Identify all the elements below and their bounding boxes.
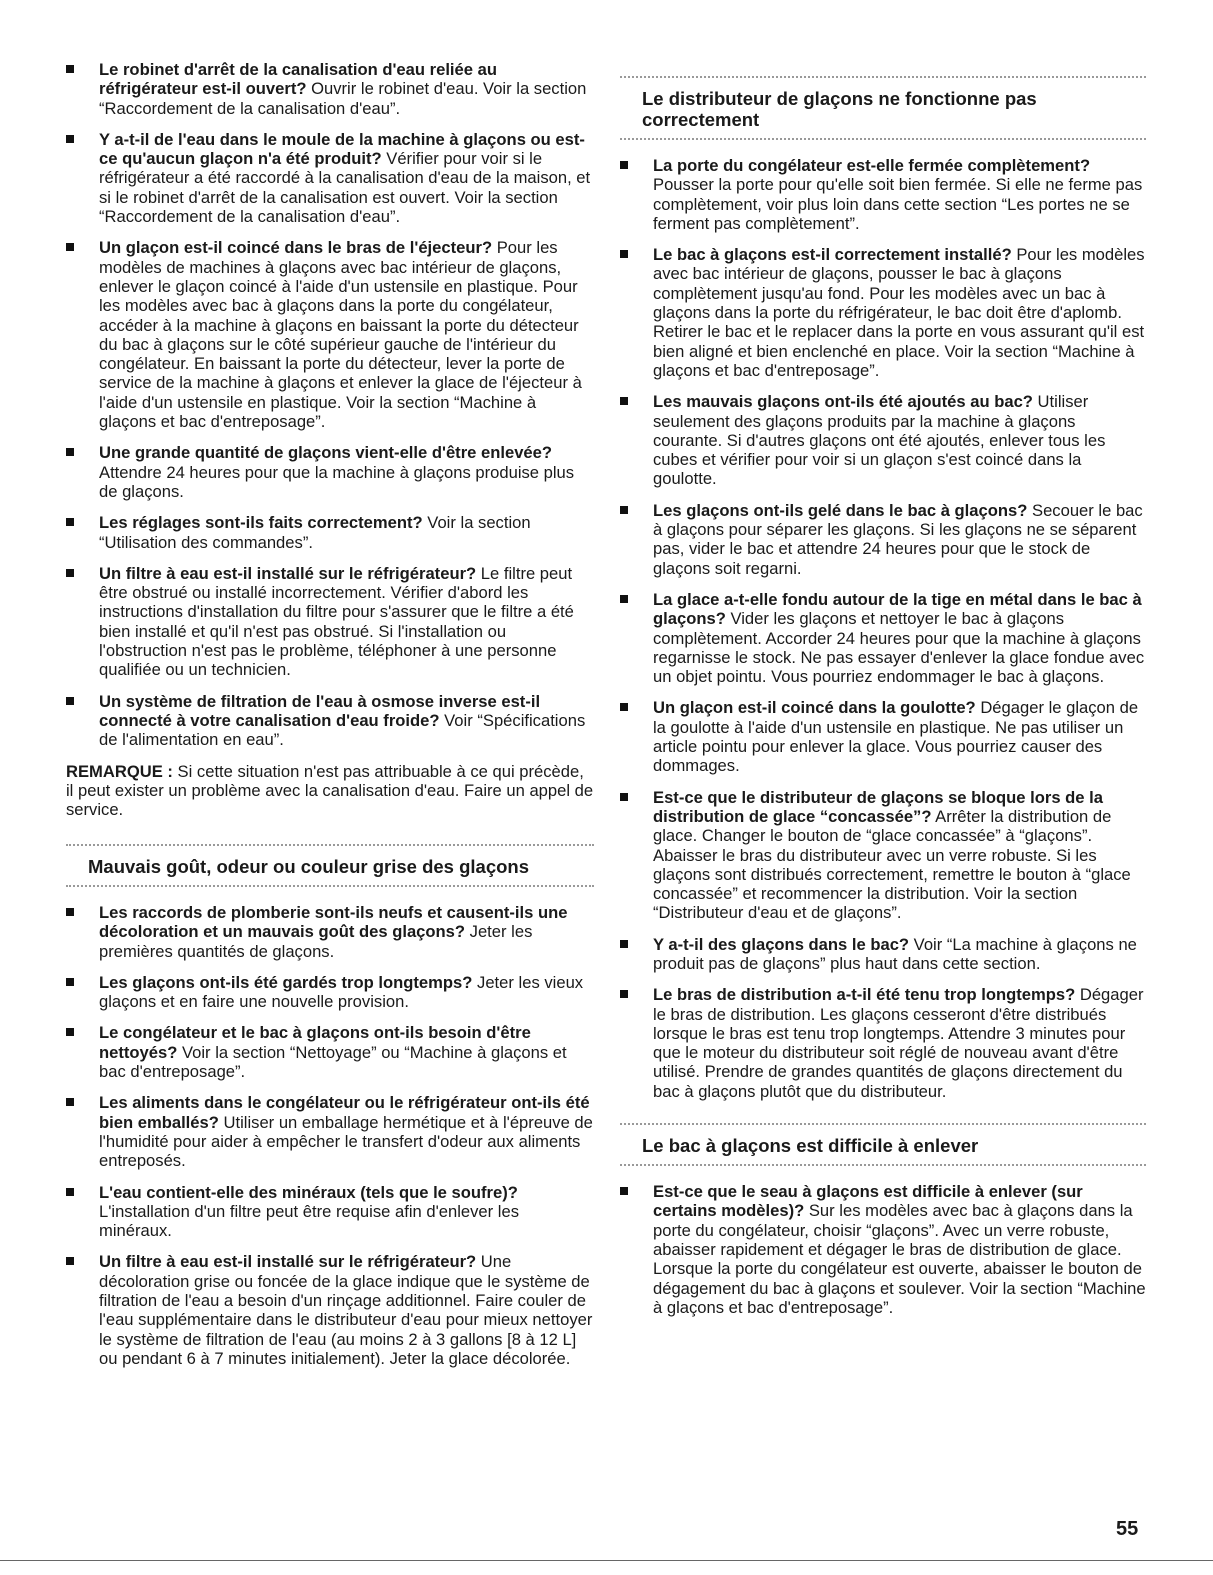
item-question: Le bac à glaçons est-il correctement installé? [653,245,1012,265]
list-item [66,692,594,750]
square-bullet-icon [66,518,74,526]
square-bullet-icon [66,697,74,705]
dotted-rule [620,138,1146,140]
list-item [66,564,594,680]
section-heading-bin [620,1115,1146,1172]
list-item [66,443,594,501]
item-answer: Utiliser seulement des glaçons produits par la machine à glaçons courante. Si d'autres glaçons ont été ajoutés, enlever tous les cubes et vérifier pour voir si un glaçon s'est coincé dans la goulotte. [653,392,1106,489]
item-answer: Vider les glaçons et nettoyer le bac à glaçons complètement. Accorder 24 heures pour que la machine à glaçons regarnisse le stock. Ne pas essayer d'enlever la glace fondue avec un objet pointu. Vous pourriez endommager le bac à glaçons. [653,609,1145,687]
item-question: La glace a-t-elle fondu autour de la tige en métal dans le bac à glaçons? [653,589,1142,629]
square-bullet-icon [620,703,628,711]
item-answer: Voir “Spécifications de l'alimentation en eau”. [99,710,586,750]
item-answer: Le filtre peut être obstrué ou installé incorrectement. Vérifier d'abord les instructions d'installation du filtre pour s'assurer que le filtre a été bien installé et qu'il n'est pas obstrué. Si l'installation ou l'obstruction n'est pas le problème, téléphoner à une personne qualifiée ou un technicien. [99,563,574,680]
item-answer: Dégager le bras de distribution. Les glaçons cesseront d'être distribués lorsque le bras est tenu trop longtemps. Attendre 3 minutes pour que le moteur du distributeur soit réglé de nouveau avant d'être utilisé. Prendre de grandes quantités de glaçons directement du bac à glaçons plutôt que du distributeur. [653,985,1144,1101]
section-heading-dispenser-title: Le distributeur de glaçons ne fonctionne pas correctement [642,88,1037,130]
list-item [66,238,594,431]
square-bullet-icon [620,990,628,998]
item-question: Les mauvais glaçons ont-ils été ajoutés au bac? [653,392,1033,412]
item-answer: Jeter les premières quantités de glaçons. [99,922,533,961]
left-column [66,60,594,1380]
section-heading-taste [66,836,594,893]
item-question: Les glaçons ont-ils gelé dans le bac à glaçons? [653,500,1028,520]
item-question: Un système de filtration de l'eau à osmose inverse est-il connecté à votre canalisation d'eau froide? [99,691,541,730]
square-bullet-icon [620,161,628,169]
item-question: Une grande quantité de glaçons vient-elle d'être enlevée? [99,443,553,463]
item-answer: Une décoloration grise ou foncée de la glace indique que le système de filtration de l'eau a besoin d'un rinçage additionnel. Faire couler de l'eau supplémentaire dans le distributeur d'eau pour mieux nettoyer le système de filtration de l'eau (au moins 2 à 3 gallons [8 à 12 L] ou pendant 6 à 7 minutes initialement). Jeter la glace décolorée. [99,1252,593,1368]
list-item [620,985,1146,1101]
list-item [620,501,1146,578]
list-item [66,1023,594,1081]
item-question: Est-ce que le distributeur de glaçons se bloque lors de la distribution de glace “concassée”? [653,787,1103,826]
item-question: Est-ce que le seau à glaçons est difficile à enlever (sur certains modèles)? [653,1182,1083,1221]
item-answer: Secouer le bac à glaçons pour séparer les glaçons. Si les glaçons ne se séparent pas, vider le bac et attendre 24 heures pour que le stock de glaçons soit regarni. [653,500,1143,578]
left-items-a [66,60,594,750]
right-column [620,68,1146,1329]
square-bullet-icon [66,1098,74,1106]
square-bullet-icon [66,1028,74,1036]
list-item [66,1183,594,1241]
item-question: Y a-t-il de l'eau dans le moule de la machine à glaçons ou est-ce qu'aucun glaçon n'a été produit? [99,129,585,169]
item-question: Un glaçon est-il coincé dans le bras de l'éjecteur? [99,238,493,258]
right-items-b [620,1182,1146,1317]
list-item [620,392,1146,488]
item-answer: Voir la section “Nettoyage” ou “Machine à glaçons et bac d'entreposage”. [99,1042,567,1082]
section-heading-dispenser [620,68,1146,146]
item-question: Les réglages sont-ils faits correctement? [99,513,423,533]
item-question: Le bras de distribution a-t-il été tenu trop longtemps? [653,985,1076,1005]
list-item [620,698,1146,775]
square-bullet-icon [620,397,628,405]
item-question: Un filtre à eau est-il installé sur le réfrigérateur? [99,1252,477,1272]
left-items-b [66,903,594,1368]
item-question: Les raccords de plomberie sont-ils neufs et causent-ils une décoloration et un mauvais goût des glaçons? [99,902,568,942]
square-bullet-icon [620,250,628,258]
list-item [620,245,1146,380]
square-bullet-icon [66,135,74,143]
item-question: Un filtre à eau est-il installé sur le réfrigérateur? [99,563,477,583]
dotted-rule [620,1164,1146,1166]
section-heading-taste-title: Mauvais goût, odeur ou couleur grise des glaçons [88,855,530,877]
square-bullet-icon [620,506,628,514]
item-answer: Ouvrir le robinet d'eau. Voir la section “Raccordement de la canalisation d'eau”. [99,79,587,118]
square-bullet-icon [66,243,74,251]
square-bullet-icon [66,978,74,986]
square-bullet-icon [620,595,628,603]
square-bullet-icon [66,569,74,577]
item-question: L'eau contient-elle des minéraux (tels que le soufre)? [99,1182,518,1202]
item-answer: Pousser la porte pour qu'elle soit bien fermée. Si elle ne ferme pas complètement, voir plus loin dans cette section “Les portes ne se ferment pas complètement”. [653,175,1143,233]
square-bullet-icon [620,793,628,801]
note-text: Si cette situation n'est pas attribuable à ce qui précède, il peut exister un problème avec la canalisation d'eau. Faire un appel de service. [66,761,594,820]
square-bullet-icon [66,448,74,456]
item-question: Un glaçon est-il coincé dans la goulotte? [653,698,976,718]
item-answer: Utiliser un emballage hermétique et à l'épreuve de l'humidité pour aider à empêcher le transfert d'odeur aux aliments entreposés. [99,1112,593,1171]
note-paragraph [66,762,594,820]
item-question: Les glaçons ont-ils été gardés trop longtemps? [99,972,473,992]
item-question: La porte du congélateur est-elle fermée complètement? [653,156,1091,175]
square-bullet-icon [66,908,74,916]
square-bullet-icon [66,65,74,73]
list-item [66,973,594,1012]
square-bullet-icon [66,1188,74,1196]
list-item [620,935,1146,974]
dotted-rule [66,885,594,887]
square-bullet-icon [620,940,628,948]
item-answer: Sur les modèles avec bac à glaçons dans la porte du congélateur, choisir “glaçons”. Avec un verre robuste, abaisser rapidement et dégager le bras de distribution de glace. Lorsque la porte du congélateur est ouverte, abaisser le bouton de dégagement du bac à glaçons et soulever. Voir la section “Machine à glaçons et bac d'entreposage”. [653,1201,1146,1317]
square-bullet-icon [66,1257,74,1265]
list-item [620,1182,1146,1317]
list-item [66,903,594,961]
note-label: REMARQUE : [66,761,173,781]
item-answer: Jeter les vieux glaçons et en faire une nouvelle provision. [99,972,584,1012]
dotted-rule [620,1123,1146,1125]
item-answer: Dégager le glaçon de la goulotte à l'aide d'un ustensile en plastique. Ne pas utiliser un article pointu pour enlever la glace. Vous pourriez causer des dommages. [653,698,1139,776]
list-item [66,130,594,226]
item-answer: Pour les modèles de machines à glaçons avec bac intérieur de glaçons, enlever le glaçon coincé à l'aide d'un ustensile en plastique. Pour les modèles avec bac à glaçons dans la porte du congélateur, accéder à la machine à glaçons en baissant la porte du détecteur du bac à glaçons sur le côté supérieur gauche de l'intérieur du congélateur. En baissant la porte du détecteur, lever la porte de service de la machine à glaçons et enlever la glace de l'éjecteur à l'aide d'un ustensile en plastique. Voir la section “Machine à glaçons et bac d'entreposage”. [99,238,582,432]
list-item [66,513,594,552]
list-item [66,1252,594,1368]
square-bullet-icon [620,1187,628,1195]
item-answer: Vérifier pour voir si le réfrigérateur a été raccordé à la canalisation d'eau de la maison, et si le robinet d'arrêt de la canalisation est ouvert. Voir la section “Raccordement de la canalisation d'eau”. [99,149,591,227]
item-answer: Pour les modèles avec bac intérieur de glaçons, pousser le bac à glaçons complètement jusqu'au fond. Pour les modèles avec un bac à glaçons dans la porte du réfrigérateur, le bac doit être d'aplomb. Retirer le bac et le replacer dans la porte en vous assurant qu'il est bien aligné et bien enclenché en place. Voir la section “Machine à glaçons et bac d'entreposage”. [653,245,1145,380]
item-answer: Attendre 24 heures pour que la machine à glaçons produise plus de glaçons. [99,462,575,501]
dotted-rule [620,76,1146,78]
list-item [620,590,1146,686]
footer-rule [0,1560,1213,1561]
section-heading-bin-title: Le bac à glaçons est difficile à enlever [642,1135,979,1157]
item-answer: Arrêter la distribution de glace. Changer le bouton de “glace concassée” à “glaçons”. Abaisser le bras du distributeur avec un verre robuste. Si les glaçons sont distribués correctement, remettre le bouton à “glace concassée” et recommencer la distribution. Voir la section “Distributeur d'eau et de glaçons”. [653,806,1131,923]
item-question: Le robinet d'arrêt de la canalisation d'eau reliée au réfrigérateur est-il ouvert? [99,60,497,99]
page-number: 55 [1116,1518,1139,1540]
right-items-a [620,156,1146,1101]
item-answer: Voir “La machine à glaçons ne produit pas de glaçons” plus haut dans cette section. [653,934,1137,973]
list-item [620,156,1146,233]
item-answer: L'installation d'un filtre peut être requise afin d'enlever les minéraux. [99,1201,519,1241]
item-question: Les aliments dans le congélateur ou le réfrigérateur ont-ils été bien emballés? [99,1093,590,1132]
list-item [620,788,1146,923]
item-question: Le congélateur et le bac à glaçons ont-ils besoin d'être nettoyés? [99,1023,531,1062]
dotted-rule [66,844,594,846]
list-item [66,1093,594,1170]
list-item [66,60,594,118]
item-question: Y a-t-il des glaçons dans le bac? [653,934,910,954]
item-answer: Voir la section “Utilisation des commandes”. [99,513,531,552]
